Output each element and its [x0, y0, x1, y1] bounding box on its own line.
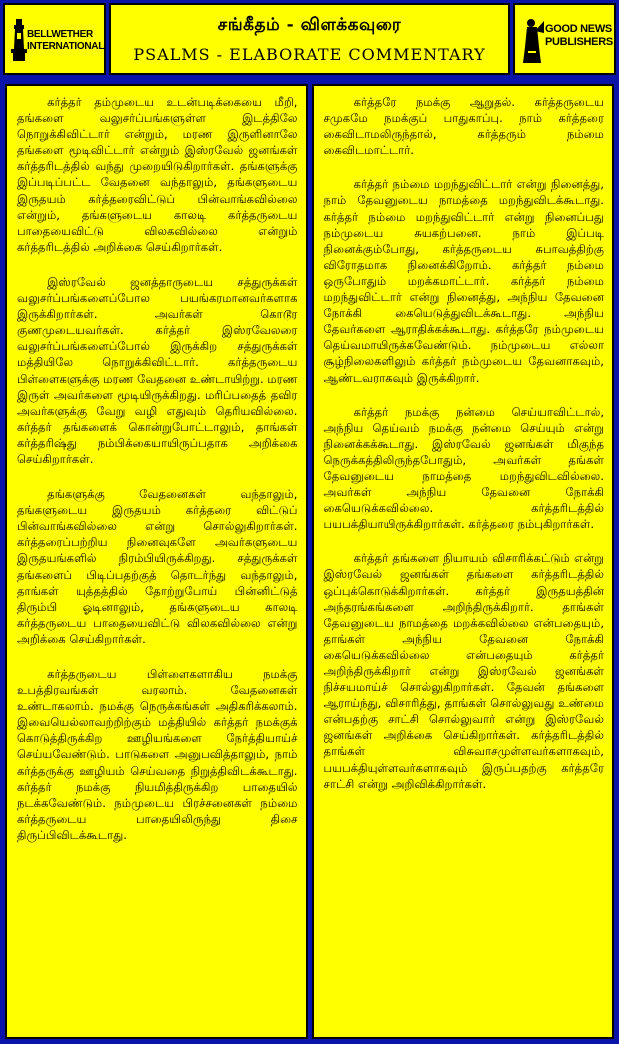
paragraph: கர்த்தரே நமக்கு ஆறுதல். கர்த்தருடைய சமுகமே நமக்குப் பாதுகாப்பு. நாம் கர்த்தரை கைவிடாமலிருந்தால், கர்த்தரும் நம்மை கைவிடமாட்டார். — [323, 95, 604, 158]
paragraph: கர்த்தர் நம்மை மறந்துவிட்டார் என்று நினைத்து, நாம் தேவனுடைய நாமத்தை மறந்துவிடக்கூடாது. கர்த்தர் நம்மை மறந்துவிட்டார் என்று நினைப்பது நம்முடைய சுயகற்பனை. நாம் இப்படி நினைக்கும்போது, கர்த்தருடைய சுபாவத்திற்கு விரோதமாக நினைக்கிறோம். கர்த்தர் நம்மை ஒருபோதும் மறக்கமாட்டார். கர்த்தர் நம்மை மறந்துவிட்டார் என்று நினைத்து, அந்நிய தேவனை நோக்கி கையெடுத்துவிடக்கூடாது. அந்நிய தேவர்களை ஆராதிக்கக்கூடாது. கர்த்தரே நம்முடைய தெய்வமாயிருக்கவேண்டும். நம்முடைய எல்லா சூழ்நிலைகளிலும் கர்த்தர் நம்முடைய தேவனாகவும், ஆண்டவராகவும் இருக்கிறார். — [323, 177, 604, 385]
paragraph: கர்த்தர் நமக்கு நன்மை செய்யாவிட்டால், அந்நிய தெய்வம் நமக்கு நன்மை செய்யும் என்று நினைக்கக்கூடாது. இஸ்ரவேல் ஜனங்கள் மிகுந்த நெருக்கத்திலிருந்தபோதும், அவர்கள் தங்கள் தேவனுடைய நாமத்தை மறந்துவிடவில்லை. அவர்கள் அந்நிய தேவனை நோக்கி கையெடுக்கவில்லை. கர்த்தரிடத்தில் பயபக்தியாயிருக்கிறார்கள். கர்த்தரை நம்புகிறார்கள். — [323, 404, 604, 532]
logo-right-line1: GOOD NEWS — [545, 23, 612, 35]
header — [3, 3, 616, 75]
paragraph: கர்த்தருடைய பிள்ளைகளாகிய நமக்கு உபத்திரவங்கள் வரலாம். வேதனைகள் உண்டாகலாம். நமக்கு நெருக்கங்கள் அதிகரிக்கலாம். இவையெல்லாவற்றிற்கும் மத்தியில் கர்த்தர் நமக்குக் கொடுத்திருக்கிற ஊழியங்களை நேர்த்தியாய்ச் செய்யவேண்டும். பாடுகளை அனுபவித்தாலும், நாம் கர்த்தருக்கு ஊழியம் செய்வதை நிறுத்திவிடக்கூடாது. கர்த்தர் நமக்கு நியமித்திருக்கிற பாதையில் நடக்கவேண்டும். நம்முடைய பிரச்சனைகள் நம்மை கர்த்தருடைய பாதையிலிருந்து திசை திருப்பிவிடக்கூடாது. — [17, 667, 298, 842]
paragraph: கர்த்தர் தங்களை நியாயம் விசாரிக்கட்டும் என்று இஸ்ரவேல் ஜனங்கள் தங்களை கர்த்தரிடத்தில் ஒப்புக்கொடுக்கிறார்கள். கர்த்தர் இருதயத்தின் அந்தரங்கங்களை அறிந்திருக்கிறார். தாங்கள் தேவனுடைய நாமத்தை மறக்கவில்லை என்பதையும், தாங்கள் அந்நிய தேவனை நோக்கி கையெடுக்கவில்லை என்பதையும் கர்த்தர் அறிந்திருக்கிறார் என்று இஸ்ரவேல் ஜனங்கள் நிச்சயமாய்ச் சொல்லுகிறார்கள். தேவன் தங்களை ஆராய்ந்து, விசாரித்து, தாங்கள் சொல்லுவது உண்மை என்பதற்கு சாட்சி சொல்லுவார் என்று இஸ்ரவேல் ஜனங்கள் அறிக்கை செய்கிறார்கள். கர்த்தரிடத்தில் தாங்கள் விசுவாசமுள்ளவர்களாகவும், பயபக்தியுள்ளவர்களாகவும் இருப்பதற்கு கர்த்தரே சாட்சி என்று அறிவிக்கிறார்கள். — [323, 551, 604, 791]
logo-right-line2: PUBLISHERS — [545, 36, 613, 48]
paragraph: தங்களுக்கு வேதனைகள் வந்தாலும், தங்களுடைய இருதயம் கர்த்தரை விட்டுப் பின்வாங்கவில்லை என்று சொல்லுகிறார்கள். கர்த்தரைப்பற்றிய நினைவுகளே அவர்களுடைய இருதயங்களில் நிரம்பியிருக்கிறது. சத்துருக்கள் தங்களைப் பிடிப்பதற்குத் தொடர்ந்து வந்தாலும், தாங்கள் யுத்தத்தில் தோற்றுபோய் பின்னிட்டுத் திரும்பி ஓடினாலும், தங்களுடைய காலடி கர்த்தருடைய பாதையைவிட்டு விலகவில்லை என்று அறிக்கை செய்கிறார்கள். — [17, 487, 298, 646]
title-box — [109, 3, 510, 75]
content-columns — [5, 84, 614, 1039]
title-tamil: சங்கீதம் - விளக்கவுரை — [217, 14, 402, 35]
bellwether-logo — [3, 3, 106, 75]
title-english: PSALMS - ELABORATE COMMENTARY — [133, 44, 486, 64]
good-news-logo-text — [545, 23, 613, 49]
bellwether-logo-text — [27, 29, 104, 53]
good-news-logo — [513, 3, 616, 75]
bell-tower-icon — [11, 19, 27, 61]
logo-left-line1: BELLWETHER — [27, 29, 93, 40]
right-column — [312, 84, 615, 1039]
paragraph: கர்த்தர் தம்முடைய உடன்படிக்கையை மீறி, தங்களை வலுசர்ப்பங்களுள்ள இடத்திலே நொறுக்கிவிட்டார் என்றும், மரண இருளினாலே தங்களை மூடிவிட்டார் என்றும் இஸ்ரவேல் ஜனங்கள் கர்த்தரிடத்தில் வந்து முறையிடுகிறார்கள். தங்களுக்கு இப்படிப்பட்ட வேதனை வந்தாலும், தங்களுடைய இருதயம் கர்த்தரைவிட்டுப் பின்வாங்கவில்லை என்றும், தங்களுடைய காலடி கர்த்தருடைய பாதையைவிட்டு விலகவில்லை என்றும் கர்த்தரிடத்தில் அறிக்கை செய்கிறார்கள். — [17, 95, 298, 254]
logo-left-line2: INTERNATIONAL — [27, 41, 105, 52]
left-column — [5, 84, 308, 1039]
herald-trumpet-icon — [519, 17, 545, 63]
paragraph: இஸ்ரவேல் ஜனத்தாருடைய சத்துருக்கள் வலுசர்ப்பங்களைப்போல பயங்கரமானவர்களாக இருக்கிறார்கள். அவர்கள் கொடூர குணமுடையவர்கள். கர்த்தர் இஸ்ரவேலரை வலுசர்ப்பங்களைப்போல் இருக்கிற சத்துருக்கள் மத்தியிலே நொறுக்கிவிட்டார். கர்த்தருடைய பிள்ளைகளுக்கு மரண வேதனை உண்டாயிற்று. மரண இருள் அவர்களை மூடியிருக்கிறது. மரிப்பதைத் தவிர அவர்களுக்கு வேறு வழி எதுவும் தெரியவில்லை. கர்த்தர் தங்களைக் கொன்றுபோட்டாலும், தாங்கள் கர்த்தரிஷ்து நம்பிக்கையாயிருப்பதாக அறிக்கை செய்கிறார்கள். — [17, 274, 298, 466]
